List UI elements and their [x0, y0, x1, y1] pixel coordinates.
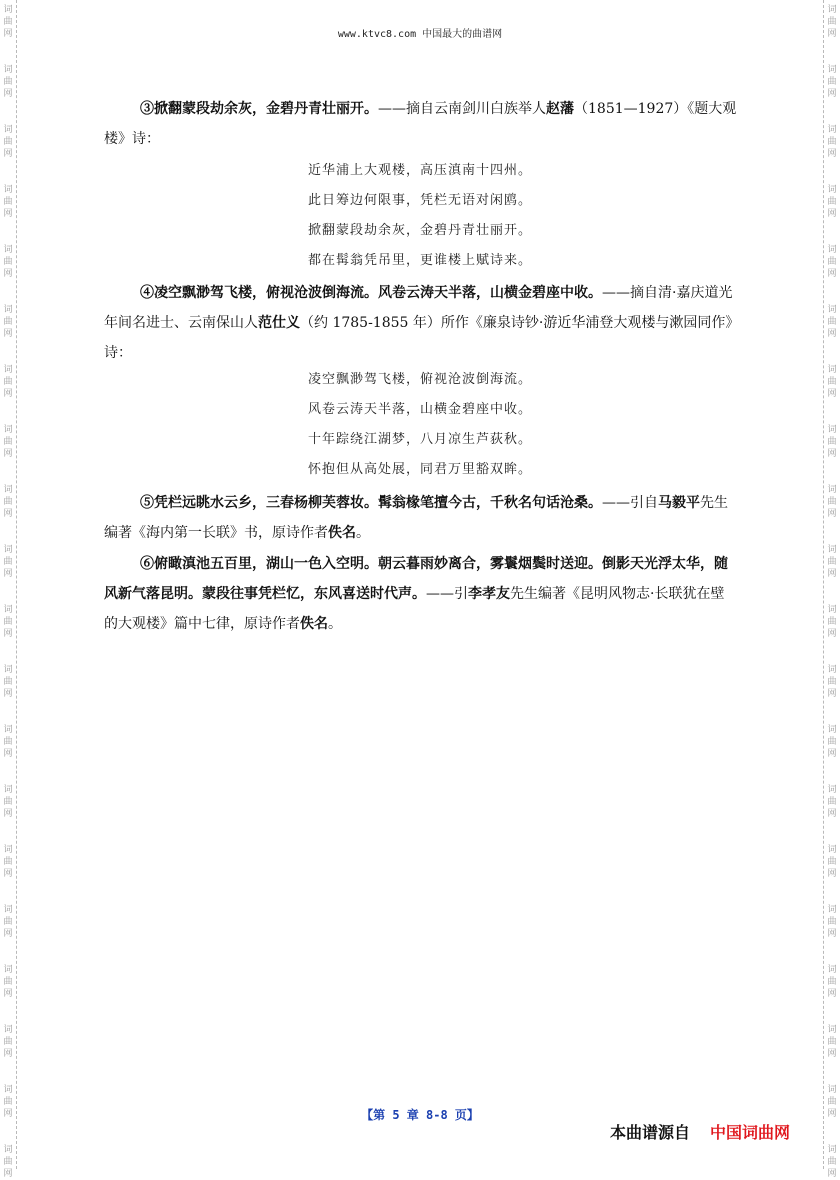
source-credit: [610, 1120, 790, 1143]
watermark-glyphs: 词 曲 网: [3, 785, 13, 819]
original-author-6: 佚名: [300, 616, 328, 632]
watermark-glyphs: 词 曲 网: [3, 305, 13, 339]
watermark-glyphs: 词 曲 网: [827, 725, 837, 759]
watermark-glyphs: 词 曲 网: [827, 305, 837, 339]
quote-5: ⑤凭栏远眺水云乡，三春杨柳芙蓉妆。髯翁椽笔擅今古，千秋名句话沧桑。: [140, 495, 602, 511]
poem-2-line: 怀抱但从高处展，同君万里豁双眸。: [307, 462, 532, 477]
poem-1-line: 近华浦上大观楼，高压滇南十四州。: [307, 163, 532, 178]
watermark-glyphs: 词 曲 网: [3, 845, 13, 879]
author-6: 李孝友: [468, 586, 510, 602]
watermark-glyphs: 词 曲 网: [827, 5, 837, 39]
watermark-glyphs: 词 曲 网: [3, 605, 13, 639]
watermark-glyphs: 词 曲 网: [827, 605, 837, 639]
quote-3: ③掀翻蒙段劫余灰，金碧丹青壮丽开。: [140, 101, 378, 117]
watermark-glyphs: 词 曲 网: [3, 245, 13, 279]
watermark-glyphs: 词 曲 网: [3, 665, 13, 699]
watermark-glyphs: 词 曲 网: [827, 185, 837, 219]
poem-1-line: 都在髯翁凭吊里，更谁楼上赋诗来。: [307, 253, 532, 268]
original-author-5: 佚名: [328, 525, 356, 541]
watermark-glyphs: 词 曲 网: [827, 65, 837, 99]
watermark-glyphs: 词 曲 网: [827, 905, 837, 939]
watermark-glyphs: 词 曲 网: [827, 665, 837, 699]
page-footer: 【第 5 章 8-8 页】: [361, 1108, 479, 1122]
poem-2-line: 风卷云涛天半落，山横金碧座中收。: [307, 402, 532, 417]
watermark-glyphs: 词 曲 网: [3, 485, 13, 519]
watermark-glyphs: 词 曲 网: [3, 5, 13, 39]
end-5: 。: [356, 525, 370, 541]
author-3: 赵藩: [546, 101, 574, 117]
watermark-glyphs: 词 曲 网: [3, 1085, 13, 1119]
source-6-mid: 先生编著《昆明风物志·长联犹在壁的大观楼》篇中七律，原诗作者: [104, 586, 725, 632]
watermark-glyphs: 词 曲 网: [827, 365, 837, 399]
end-6: 。: [328, 616, 342, 632]
watermark-glyphs: 词 曲 网: [3, 65, 13, 99]
poem-2-line: 十年踪绕江湖梦，八月凉生芦荻秋。: [307, 432, 532, 447]
watermark-glyphs: 词 曲 网: [827, 125, 837, 159]
watermark-glyphs: 词 曲 网: [3, 545, 13, 579]
poem-2-line: 凌空飘渺驾飞楼，俯视沧波倒海流。: [307, 372, 532, 387]
author-5: 马毅平: [658, 495, 700, 511]
watermark-glyphs: 词 曲 网: [3, 905, 13, 939]
source-site[interactable]: 中国词曲网: [710, 1123, 791, 1142]
source-3: ——摘自云南剑川白族举人: [378, 101, 546, 117]
poem-1-line: 此日筹边何限事，凭栏无语对闲鸥。: [307, 193, 532, 208]
quote-4: ④凌空飘渺驾飞楼，俯视沧波倒海流。风卷云涛天半落，山横金碧座中收。: [140, 285, 602, 301]
source-5-mid: 先生编著《海内第一长联》书，原诗作者: [104, 495, 728, 541]
watermark-glyphs: 词 曲 网: [827, 1085, 837, 1119]
watermark-glyphs: 词 曲 网: [827, 425, 837, 459]
watermark-glyphs: 词 曲 网: [827, 1025, 837, 1059]
watermark-glyphs: 词 曲 网: [3, 185, 13, 219]
author-4: 范仕义: [258, 315, 300, 331]
watermark-glyphs: 词 曲 网: [827, 845, 837, 879]
source-4-rest: （约 1785-1855 年）所作《廉泉诗钞·游近华浦登大观楼与漱园同作》诗：: [104, 315, 733, 361]
watermark-glyphs: 词 曲 网: [827, 965, 837, 999]
source-5: ——引自: [602, 495, 658, 511]
watermark-glyphs: 词 曲 网: [3, 1145, 13, 1179]
quote-6: ⑥俯瞰滇池五百里，湖山一色入空明。朝云暮雨妙离合，雾鬟烟鬓时送迎。倒影天光浮太华，随风新气落昆明。蒙段往事凭栏忆，东风喜送时代声。: [104, 556, 728, 602]
watermark-glyphs: 词 曲 网: [3, 725, 13, 759]
watermark-glyphs: 词 曲 网: [3, 1025, 13, 1059]
watermark-glyphs: 词 曲 网: [3, 365, 13, 399]
watermark-glyphs: 词 曲 网: [827, 245, 837, 279]
watermark-glyphs: 词 曲 网: [827, 485, 837, 519]
paragraph-4: [104, 278, 738, 368]
source-label: 本曲谱源自: [610, 1123, 691, 1142]
poem-2: [0, 365, 840, 485]
watermark-glyphs: 词 曲 网: [3, 965, 13, 999]
poem-1: [0, 156, 840, 276]
watermark-glyphs: 词 曲 网: [827, 545, 837, 579]
source-4: ——摘自清·嘉庆道光年间名进士、云南保山人: [104, 285, 733, 331]
paragraph-3: [104, 94, 738, 154]
source-3-rest: （1851—1927）《题大观楼》诗：: [104, 101, 737, 147]
page-header: www.ktvc8.com 中国最大的曲谱网: [337, 29, 503, 40]
source-6: ——引: [426, 586, 468, 602]
paragraph-6: [104, 549, 738, 639]
watermark-glyphs: 词 曲 网: [3, 425, 13, 459]
watermark-glyphs: 词 曲 网: [3, 125, 13, 159]
paragraph-5: [104, 488, 738, 548]
poem-1-line: 掀翻蒙段劫余灰，金碧丹青壮丽开。: [307, 223, 532, 238]
watermark-glyphs: 词 曲 网: [827, 785, 837, 819]
watermark-glyphs: 词 曲 网: [827, 1145, 837, 1179]
